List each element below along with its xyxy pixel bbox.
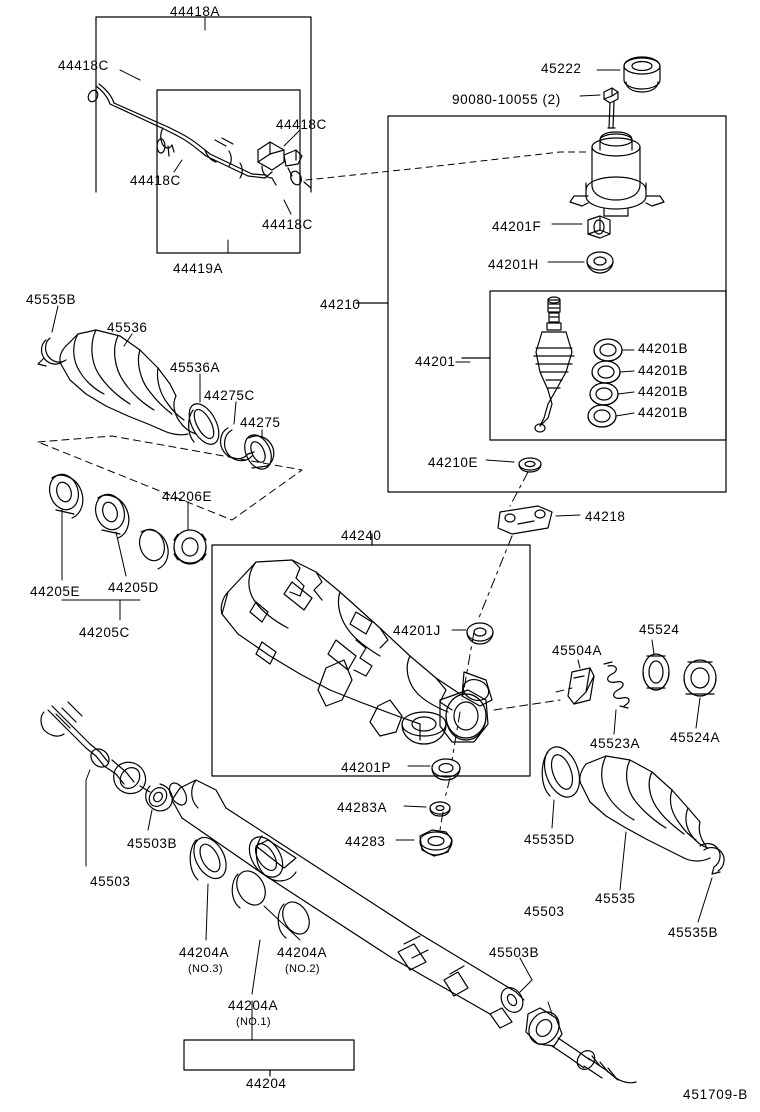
leaders-left-tierod (86, 770, 152, 866)
label-44418C-1: 44418C (58, 58, 109, 73)
pipe-assembly-44418 (96, 84, 272, 178)
diagram-code: 451709-B (683, 1086, 748, 1102)
label-44204A-no2-note: (NO.2) (285, 963, 320, 975)
washer-44206E-plain (136, 526, 169, 569)
leaders-44201FH (548, 224, 584, 262)
control-valve-shaft-44201 (534, 297, 574, 432)
label-44205E: 44205E (30, 584, 81, 599)
washer-45503B-right (497, 984, 527, 1017)
label-45535D: 45535D (524, 832, 575, 847)
ring-45536A (183, 399, 225, 449)
tie-rod-45503-left (41, 702, 172, 811)
ring-45535D (538, 742, 586, 802)
leader-44275C (234, 402, 236, 424)
label-44204A-no1: 44204A (228, 998, 279, 1013)
leader-45535D (552, 800, 554, 828)
label-44210: 44210 (320, 297, 361, 312)
label-44204: 44204 (246, 1076, 287, 1091)
group-box-44240 (212, 534, 530, 776)
label-44283: 44283 (345, 834, 386, 849)
leaders-right-boot (620, 832, 712, 922)
label-44205C: 44205C (79, 625, 130, 640)
leader-44283A (404, 806, 426, 807)
label-44204A-no3-note: (NO.3) (188, 963, 223, 975)
bushing-45524 (643, 654, 669, 690)
label-45503-right: 45503 (524, 904, 565, 919)
label-45536: 45536 (107, 320, 148, 335)
label-44418A: 44418A (170, 4, 221, 19)
label-45222: 45222 (541, 61, 582, 76)
label-45503B-left: 45503B (127, 836, 178, 851)
label-44205D: 44205D (108, 580, 159, 595)
washer-44210E (519, 458, 541, 472)
washer-44283A (430, 802, 450, 816)
dashed-leader-valve (306, 152, 586, 180)
bushing-44275 (240, 431, 277, 474)
gear-housing-44240 (221, 560, 492, 744)
label-44275: 44275 (240, 415, 281, 430)
nut-44283 (420, 830, 452, 856)
bearing-44205E (45, 471, 83, 518)
leaders-right-tierod (520, 958, 552, 1014)
clip-44275C (221, 428, 254, 461)
label-45503-left: 45503 (90, 874, 131, 889)
label-45503B-right: 45503B (489, 945, 540, 960)
leader-44218 (556, 515, 580, 516)
seal-44201F (588, 216, 610, 238)
oring-44201B-4 (588, 405, 616, 427)
label-44419A: 44419A (173, 261, 224, 276)
label-44201: 44201 (415, 354, 456, 369)
bushing-44201J (467, 623, 493, 644)
label-44201F: 44201F (492, 219, 542, 234)
label-45524A: 45524A (670, 730, 721, 745)
label-44204A-no1-note: (NO.1) (236, 1016, 271, 1028)
group-box-44210 (356, 116, 726, 492)
label-45535B-bottom: 45535B (668, 925, 719, 940)
oring-44201B-3 (590, 383, 618, 405)
label-45524: 45524 (639, 622, 680, 637)
dashed-leader-right-parts (494, 688, 572, 710)
label-44201J: 44201J (393, 623, 441, 638)
label-44218: 44218 (585, 509, 626, 524)
label-44204A-no3: 44204A (179, 945, 230, 960)
leader-44210E (486, 460, 514, 462)
leaders-44205 (62, 502, 188, 620)
pipe-fitting-cluster (258, 142, 311, 188)
label-44201P: 44201P (341, 760, 392, 775)
spring-45523A (604, 662, 629, 708)
label-44418C-2: 44418C (276, 117, 327, 132)
label-44240: 44240 (341, 528, 382, 543)
oring-44201B-1 (594, 339, 622, 361)
label-44283A: 44283A (337, 800, 388, 815)
label-44206E: 44206E (162, 489, 213, 504)
label-45535: 45535 (595, 891, 636, 906)
label-44201B-3: 44201B (638, 384, 689, 399)
label-44201B-2: 44201B (638, 363, 689, 378)
bearing-44205D (91, 491, 129, 538)
boot-45536 (60, 330, 196, 435)
nut-44206E (174, 530, 206, 564)
ring-44204A-no3 (187, 832, 232, 884)
rack-bar-44204 (166, 780, 524, 1028)
label-44201B-1: 44201B (638, 341, 689, 356)
label-44275C: 44275C (204, 388, 255, 403)
bushing-44201P (432, 759, 460, 780)
leader-90080 (580, 95, 600, 96)
boot-45535-right (580, 756, 710, 861)
label-45536A: 45536A (170, 360, 221, 375)
label-44418C-3: 44418C (130, 173, 181, 188)
label-90080-10055: 90080-10055 (2) (452, 92, 561, 107)
seat-45504A (568, 668, 594, 704)
label-45535B-top: 45535B (26, 292, 77, 307)
tie-rod-45503-right (523, 1006, 636, 1083)
nut-45524A (684, 660, 716, 696)
oring-44201B-2 (592, 361, 620, 383)
label-45504A: 45504A (552, 643, 603, 658)
label-45523A: 45523A (590, 736, 641, 751)
group-box-44204 (184, 1040, 354, 1076)
label-44418C-4: 44418C (262, 217, 313, 232)
seal-44201H (587, 252, 613, 273)
ring-44204A-no2 (231, 866, 271, 910)
label-44201B-4: 44201B (638, 405, 689, 420)
label-44201H: 44201H (488, 257, 539, 272)
clamp-45535B-bottom (700, 844, 724, 874)
cap-45222 (624, 57, 660, 92)
valve-housing-44210 (570, 132, 664, 216)
label-44204A-no2: 44204A (277, 945, 328, 960)
label-44210E: 44210E (428, 455, 479, 470)
bolt-90080-10055 (604, 88, 618, 128)
gasket-44218 (498, 506, 552, 534)
